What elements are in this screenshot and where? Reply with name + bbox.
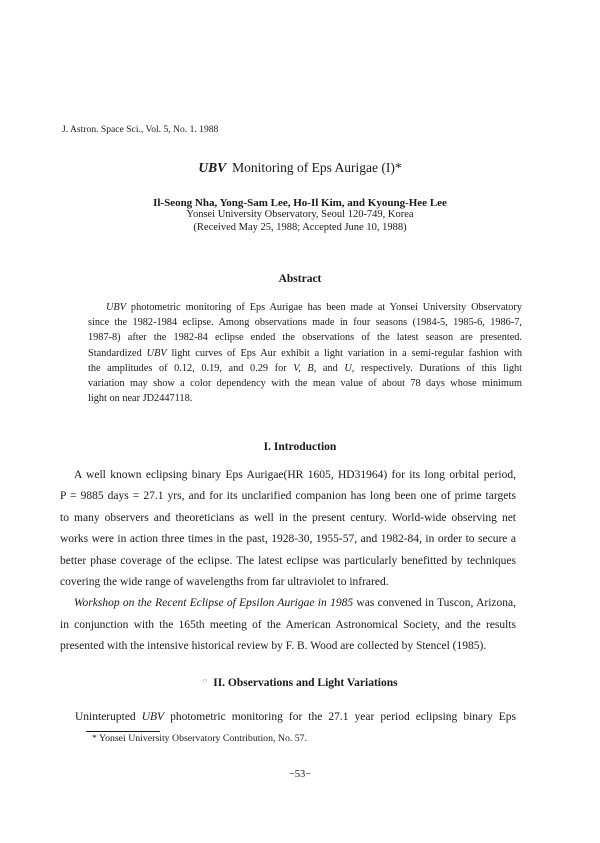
footnote-rule <box>86 731 160 732</box>
abstract-line: since the 1982-1984 eclipse. Among observations made in four seasons (1984-5, 1985-6, 1986-7, <box>88 317 522 329</box>
abstract-heading: Abstract <box>278 273 322 285</box>
intro-line: to many observers and theoreticians as well in the present century. World-wide observing net <box>60 511 516 524</box>
title-rest: Monitoring of Eps Aurigae (I)* <box>232 160 402 175</box>
intro-line: better phase coverage of the eclipse. The latest eclipse was particularly benefitted by techniques <box>60 554 516 567</box>
introduction-body <box>60 465 516 658</box>
scan-speck-icon: ○ <box>202 676 208 685</box>
section2-first-line: Uninterupted UBV photometric monitoring for the 27.1 year period eclipsing binary Eps <box>75 711 516 723</box>
paper-title <box>0 160 600 176</box>
abstract-line: Standardized UBV light curves of Eps Aur exhibit a light variation in a semi-regular fashion with <box>88 347 523 359</box>
intro-line: works were in action three times in the past, 1928-30, 1955-57, and 1982-84, in order to secure a <box>60 533 516 546</box>
title-ubv: UBV <box>198 160 227 175</box>
intro-line: P = 9885 days = 27.1 yrs, and for its unclarified companion has long been one of prime targets <box>60 490 516 503</box>
page-number: −53− <box>288 769 312 780</box>
received-dates: (Received May 25, 1988; Accepted June 10, 1988) <box>193 222 407 233</box>
section-heading-observations <box>0 676 600 689</box>
abstract-line: light on near JD2447118. <box>88 393 193 405</box>
intro-line: A well known eclipsing binary Eps Aurigae(HR 1605, HD31964) for its long orbital period, <box>74 469 516 481</box>
intro-line: covering the wide range of wavelengths from far ultraviolet to infrared. <box>60 575 389 588</box>
abstract-line: variation may show a color dependency with the mean value of about 78 days whose minimum <box>88 377 522 389</box>
affiliation: Yonsei University Observatory, Seoul 120-749, Korea <box>186 209 414 220</box>
abstract-line: the amplitudes of 0.12, 0.19, and 0.29 for V, B, and U, respectively. Durations of this light <box>88 362 523 374</box>
intro-line: Workshop on the Recent Eclipse of Epsilon Aurigae in 1985 was convened in Tuscon, Arizona, <box>74 597 516 610</box>
intro-line: presented with the intensive historical review by F. B. Wood are collected by Stencel (1985). <box>60 640 487 653</box>
section-heading-introduction: I. Introduction <box>263 441 337 453</box>
intro-line: in conjunction with the 165th meeting of the American Astronomical Society, and the results <box>60 618 516 631</box>
section2-heading-text: II. Observations and Light Variations <box>213 677 398 689</box>
abstract-line: 1987-8) after the 1982-84 eclipse ended the observations of the latest season are presented. <box>88 332 522 344</box>
author-list: Il-Seong Nha, Yong-Sam Lee, Ho-Il Kim, and Kyoung-Hee Lee <box>153 197 447 209</box>
abstract-body <box>88 300 522 406</box>
abstract-line: UBV photometric monitoring of Eps Aurigae has been made at Yonsei University Observatory <box>106 302 522 313</box>
footnote: * Yonsei University Observatory Contribution, No. 57. <box>92 733 307 744</box>
journal-citation: J. Astron. Space Sci., Vol. 5, No. 1. 1988 <box>62 124 219 135</box>
